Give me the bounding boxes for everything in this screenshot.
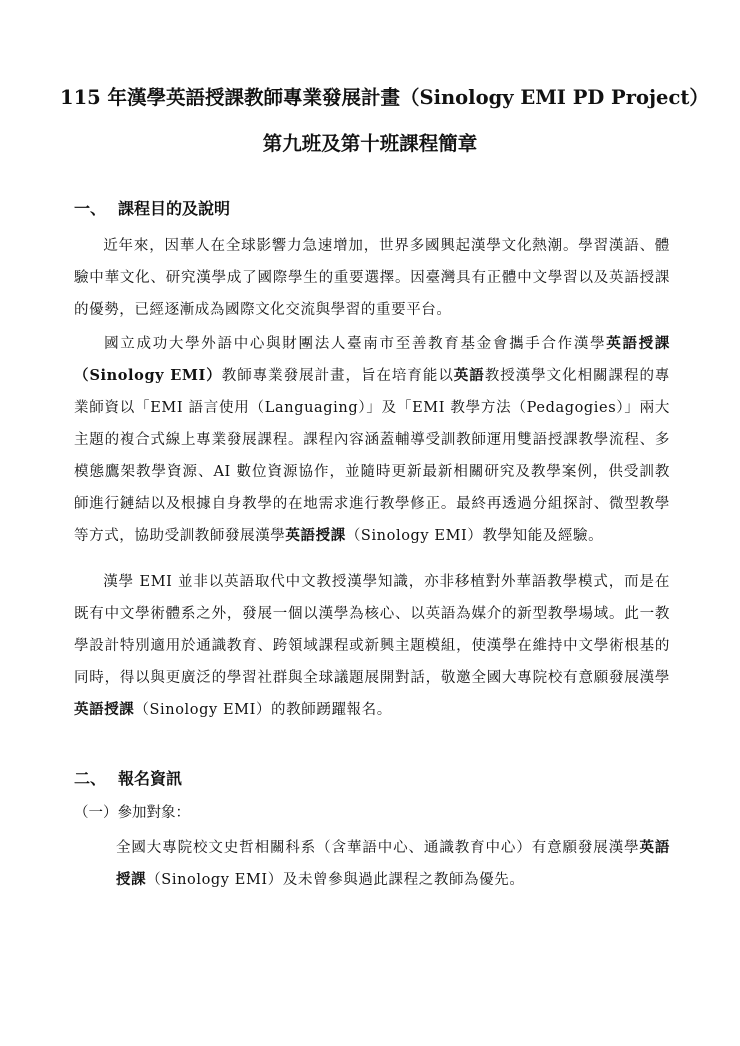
paragraph-text: 近年來，因華人在全球影響力急速增加，世界多國興起漢學文化熱潮。學習漢語、體驗中華文化、研究漢學成了國際學生的重要選擇。因臺灣具有正體中文學習以及英語授課的優勢，已經逐漸成為國際文化交流與學習的重要平台。 [74,238,670,318]
paragraph-participants [116,832,670,896]
section-heading-registration [74,766,182,789]
section-title: 報名資訊 [118,769,183,788]
emphasis-text: 英語 [453,367,485,384]
paragraph-text: 漢學 EMI 並非以英語取代中文教授漢學知識，亦非移植對外華語教學模式，而是在既有中文學術體系之外，發展一個以漢學為核心、以英語為媒介的新型教學場域。此一教學設計特別適用於通識教育、跨領域課程或新興主題模組，使漢學在維持中文學術根基的同時，得以與更廣泛的學習社群與全球議題展開對話，敬邀全國大專院校有意願發展漢學 [74,574,670,686]
emphasis-text: 英語授課 [74,701,135,718]
section-number: 一、 [74,199,107,218]
paragraph-text: （Sinology EMI）的教師踴躍報名。 [134,702,392,718]
paragraph-background [74,230,670,326]
paragraph-program-description [74,328,670,552]
paragraph-text: （Sinology EMI）教學知能及經驗。 [345,528,604,544]
paragraph-text: 教師專業發展計畫，旨在培育能以 [221,368,454,384]
paragraph-text: （Sinology EMI）及未曾參與過此課程之教師為優先。 [146,872,525,888]
paragraph-text: 國立成功大學外語中心與財團法人臺南市至善教育基金會攜手合作漢學 [103,336,607,352]
paragraph-sinology-emi [74,566,670,726]
subsection-label-participants: （一）參加對象： [74,805,190,821]
document-subtitle: 第九班及第十班課程簡章 [262,132,478,155]
document-title: 115 年漢學英語授課教師專業發展計畫（Sinology EMI PD Project） [60,86,709,109]
emphasis-text: 英語授課（Sinology EMI） [74,335,670,384]
paragraph-text: 教授漢學文化相關課程的專業師資以「EMI 語言使用（Languaging）」及「EMI 教學方法（Pedagogies）」兩大主題的複合式線上專業發展課程。課程內容涵蓋輔導受訓教師運用雙語授課教學流程、多模態鷹架教學資源、AI 數位資源協作，並隨時更新最新相關研究及教學案例，供受訓教師進行鏈結以及根據自身教學的在地需求進行教學修正。最終再透過分組探討、微型教學等方式，協助受訓教師發展漢學 [74,368,671,544]
emphasis-text: 英語授課 [285,527,346,544]
emphasis-text: 英語授課 [116,839,670,888]
section-heading-purpose [74,196,230,219]
section-number: 二、 [74,769,107,788]
paragraph-text: 全國大專院校文史哲相關科系（含華語中心、通識教育中心）有意願發展漢學 [116,840,640,856]
section-title: 課程目的及說明 [118,199,231,218]
